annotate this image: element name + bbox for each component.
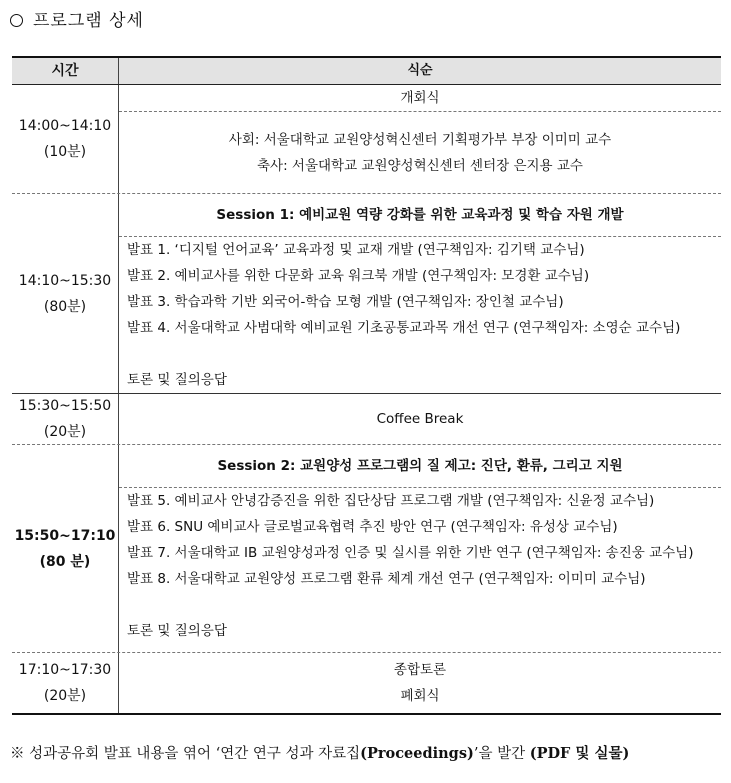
time-range: 17:10~17:30 bbox=[18, 662, 112, 678]
list-item: 발표 7. 서울대학교 IB 교원양성과정 인증 및 실시를 위한 기반 연구 (연구책임자: 송진웅 교수님) bbox=[127, 545, 694, 561]
row-body bbox=[119, 394, 721, 444]
list-item: 축사: 서울대학교 교원양성혁신센터 센터장 은지용 교수 bbox=[257, 157, 583, 174]
program-cell bbox=[119, 653, 721, 713]
time-range: 15:50~17:10 bbox=[14, 527, 116, 544]
time-duration: (10분) bbox=[43, 144, 87, 160]
list-item: 토론 및 질의응답 bbox=[127, 372, 227, 388]
row-body bbox=[119, 112, 721, 193]
section-heading bbox=[10, 6, 144, 30]
list-item bbox=[127, 341, 721, 367]
list-item: 토론 및 질의응답 bbox=[127, 623, 227, 639]
opening-title: 개회식 bbox=[400, 90, 440, 106]
time-range: 14:00~14:10 bbox=[18, 118, 112, 134]
time-cell bbox=[12, 394, 119, 444]
reference-mark-icon: ※ bbox=[10, 746, 25, 762]
footnote-and: 및 bbox=[570, 745, 595, 762]
row-title bbox=[119, 85, 721, 112]
footnote-print: 실물) bbox=[594, 745, 630, 762]
program-cell bbox=[119, 194, 721, 393]
row-body bbox=[119, 237, 721, 393]
time-cell bbox=[12, 85, 119, 193]
time-duration: (20분) bbox=[43, 688, 87, 704]
section-heading-text: 프로그램 상세 bbox=[33, 11, 144, 31]
coffee-break-label: Coffee Break bbox=[376, 411, 464, 427]
table-row bbox=[12, 653, 721, 713]
list-item: 발표 3. 학습과학 기반 외국어-학습 모형 개발 (연구책임자: 장인철 교수님) bbox=[127, 294, 564, 310]
footnote-text-middle: ’을 발간 bbox=[473, 746, 530, 762]
time-range: 14:10~15:30 bbox=[18, 272, 112, 289]
closing-label: 폐회식 bbox=[400, 688, 440, 704]
table-row bbox=[12, 445, 721, 653]
list-item: 사회: 서울대학교 교원양성혁신센터 기획평가부 부장 이미미 교수 bbox=[228, 131, 612, 148]
footnote-pdf: (PDF bbox=[529, 745, 571, 762]
program-cell bbox=[119, 445, 721, 652]
session-title bbox=[119, 194, 721, 237]
footnote-text: 성과공유회 발표 내용을 엮어 ‘연간 연구 성과 자료집 bbox=[29, 746, 361, 762]
list-item: 발표 4. 서울대학교 사범대학 예비교원 기초공통교과목 개선 연구 (연구책임자: 소영순 교수님) bbox=[127, 320, 681, 336]
footnote-proceedings: (Proceedings) bbox=[360, 745, 474, 762]
row-body bbox=[119, 653, 721, 713]
time-cell bbox=[12, 194, 119, 393]
list-item bbox=[127, 592, 721, 618]
time-duration: (80 분) bbox=[39, 553, 91, 570]
footnote bbox=[10, 742, 629, 763]
table-header bbox=[12, 58, 721, 85]
header-time: 시간 bbox=[12, 58, 119, 84]
time-range: 15:30~15:50 bbox=[18, 398, 112, 414]
table-row bbox=[12, 194, 721, 394]
time-duration: (20분) bbox=[43, 424, 87, 440]
session-2-title: Session 2: 교원양성 프로그램의 질 제고: 진단, 환류, 그리고 지원 bbox=[217, 458, 623, 474]
list-item: 발표 2. 예비교사를 위한 다문화 교육 워크북 개발 (연구책임자: 모경환 교수님) bbox=[127, 268, 590, 284]
time-cell bbox=[12, 653, 119, 713]
table-row bbox=[12, 85, 721, 194]
list-item: 발표 5. 예비교사 안녕감증진을 위한 집단상담 프로그램 개발 (연구책임자: 신윤정 교수님) bbox=[127, 493, 655, 509]
session-1-title: Session 1: 예비교원 역량 강화를 위한 교육과정 및 학습 자원 개발 bbox=[216, 207, 624, 223]
program-cell bbox=[119, 85, 721, 193]
general-discussion-label: 종합토론 bbox=[393, 662, 447, 678]
list-item: 발표 1. ‘디지털 언어교육’ 교육과정 및 교재 개발 (연구책임자: 김기택 교수님) bbox=[127, 242, 585, 258]
session-title bbox=[119, 445, 721, 488]
program-table bbox=[12, 56, 721, 715]
time-cell bbox=[12, 445, 119, 652]
header-program: 식순 bbox=[407, 63, 433, 78]
table-row bbox=[12, 394, 721, 445]
circle-bullet-icon bbox=[10, 14, 23, 27]
program-cell bbox=[119, 394, 721, 444]
time-duration: (80분) bbox=[43, 298, 87, 315]
list-item: 발표 8. 서울대학교 교원양성 프로그램 환류 체계 개선 연구 (연구책임자: 이미미 교수님) bbox=[127, 571, 646, 587]
list-item: 발표 6. SNU 예비교사 글로벌교육협력 추진 방안 연구 (연구책임자: 유성상 교수님) bbox=[127, 519, 618, 535]
row-body bbox=[119, 488, 721, 652]
